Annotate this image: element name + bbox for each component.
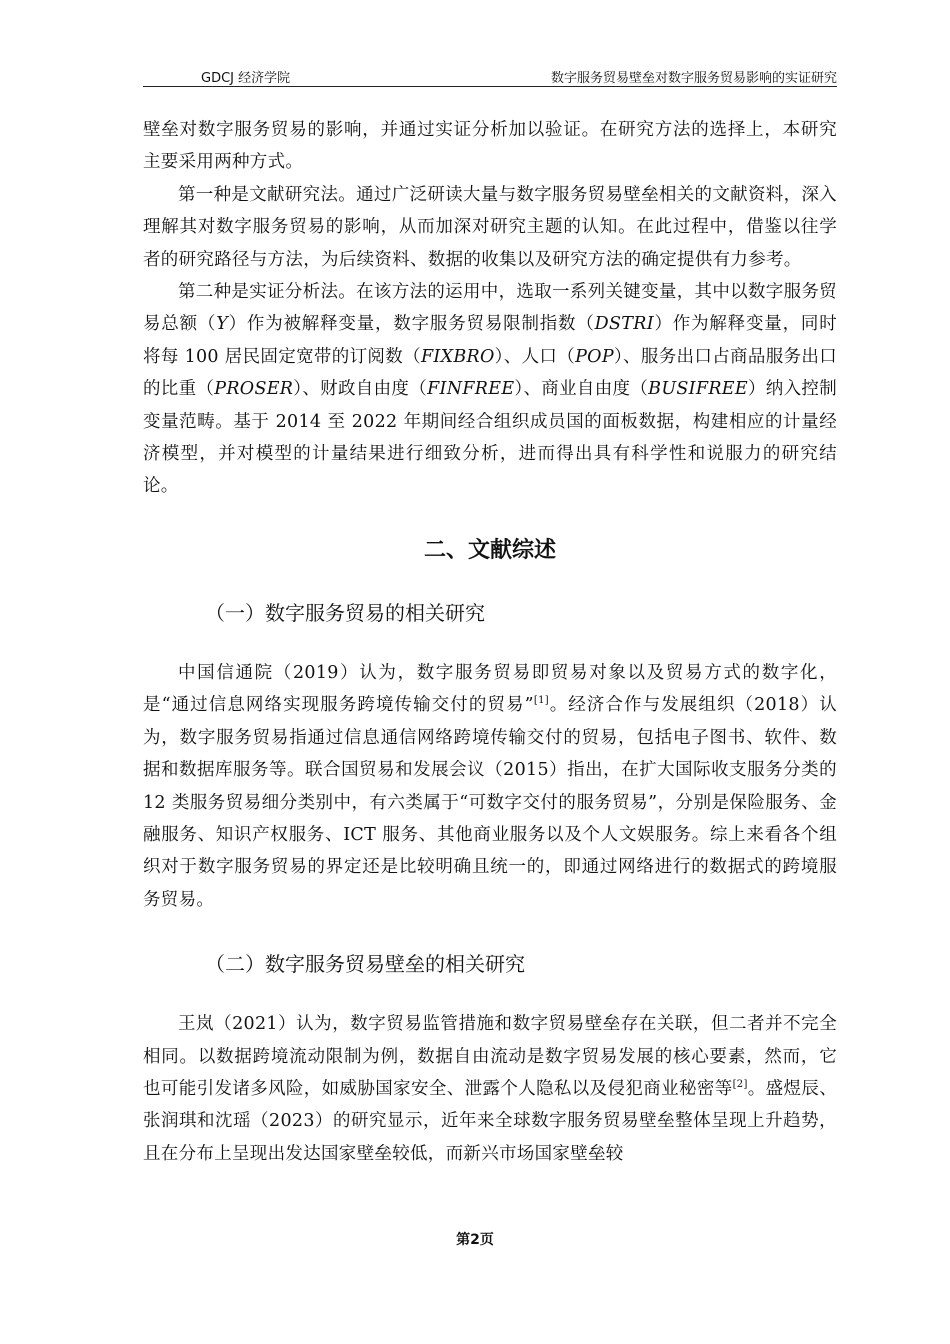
subsection-heading-2: （二）数字服务贸易壁垒的相关研究 xyxy=(205,952,525,977)
citation-1: [1] xyxy=(533,695,549,707)
variable-fixbro: FIXBRO xyxy=(420,346,495,367)
variable-proser: PROSER xyxy=(214,379,294,400)
variable-y: Y xyxy=(216,314,229,335)
variable-pop: POP xyxy=(575,346,614,367)
header-title: 数字服务贸易壁垒对数字服务贸易影响的实证研究 xyxy=(550,71,837,86)
section-heading: 二、文献综述 xyxy=(423,537,556,563)
variable-dstri: DSTRI xyxy=(594,314,654,335)
variable-finfree: FINFREE xyxy=(427,379,515,400)
variable-busifree: BUSIFREE xyxy=(648,379,748,400)
page-header xyxy=(143,64,837,87)
citation-2: [2] xyxy=(732,1079,748,1091)
subsection-1-paragraph: 中国信通院（2019）认为，数字服务贸易即贸易对象以及贸易方式的数字化，是“通过信息网络实现服务跨境传输交付的贸易”[1]。经济合作与发展组织（2018）认为，数字服务贸易指通过信息通信网络跨境传输交付的贸易，包括电子图书、软件、数据和数据库服务等。联合国贸易和发展会议（2015）指出，在扩大国际收支服务分类的 12 类服务贸易细分类别中，有六类属于“可数字交付的服务贸易”，分别是保险服务、金融服务、知识产权服务、ICT 服务、其他商业服务以及个人文娱服务。综上来看各个组织对于数字服务贸易的界定还是比较明确且统一的，即通过网络进行的数据式的跨境服务贸易。 xyxy=(143,662,838,910)
page-number: 第2页 xyxy=(456,1232,494,1248)
page-content xyxy=(143,114,837,1170)
subsection-heading-1: （一）数字服务贸易的相关研究 xyxy=(205,600,485,625)
subsection-2-paragraph: 王岚（2021）认为，数字贸易监管措施和数字贸易壁垒存在关联，但二者并不完全相同。以数据跨境流动限制为例，数据自由流动是数字贸易发展的核心要素，然而，它也可能引发诸多风险，如威胁国家安全、泄露个人隐私以及侵犯商业秘密等[2]。盛煜辰、张润琪和沈瑶（2023）的研究显示，近年来全球数字服务贸易壁垒整体呈现上升趋势，且在分布上呈现出发达国家壁垒较低，而新兴市场国家壁垒较 xyxy=(143,1014,838,1164)
intro-paragraph-3: 第二种是实证分析法。在该方法的运用中，选取一系列关键变量，其中以数字服务贸易总额（Y）作为被解释变量，数字服务贸易限制指数（DSTRI）作为解释变量，同时将每 100 居民固定宽带的订阅数（FIXBRO）、人口（POP）、服务出口占商品服务出口的比重（PROSER）、财政自由度（FINFREE）、商业自由度（BUSIFREE）纳入控制变量范畴。基于 2014 至 2022 年期间经合组织成员国的面板数据，构建相应的计量经济模型，并对模型的计量结果进行细致分析，进而得出具有科学性和说服力的研究结论。 xyxy=(143,282,838,497)
intro-paragraph-1: 壁垒对数字服务贸易的影响，并通过实证分析加以验证。在研究方法的选择上，本研究主要采用两种方式。 xyxy=(143,120,837,173)
header-school: GDCJ 经济学院 xyxy=(201,71,291,86)
intro-paragraph-2: 第一种是文献研究法。通过广泛研读大量与数字服务贸易壁垒相关的文献资料，深入理解其对数字服务贸易的影响，从而加深对研究主题的认知。在此过程中，借鉴以往学者的研究路径与方法，为后续资料、数据的收集以及研究方法的确定提供有力参考。 xyxy=(143,184,837,270)
